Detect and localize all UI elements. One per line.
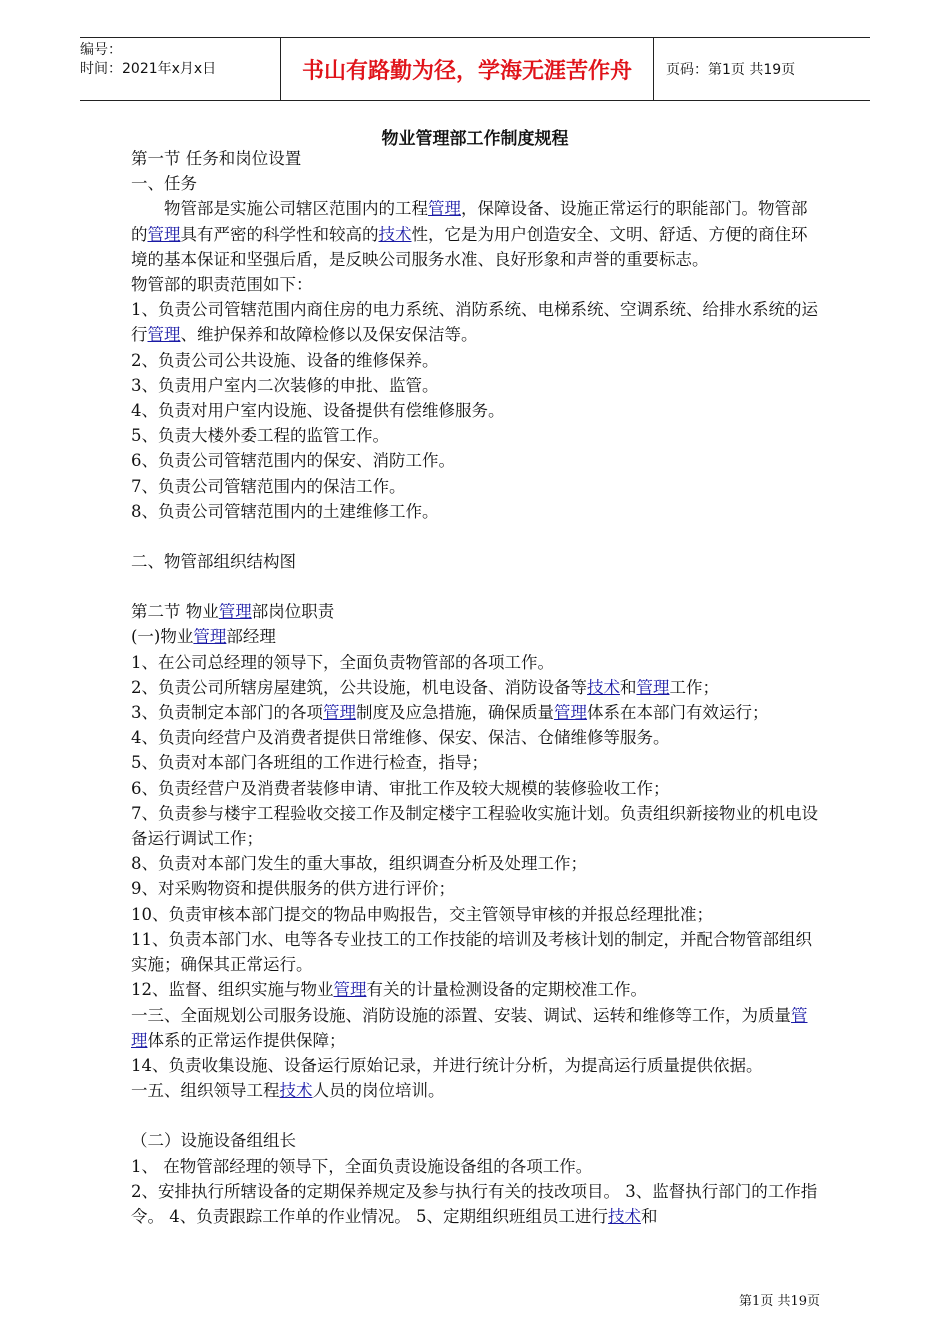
link-guanli[interactable]: 管理 [218, 602, 252, 622]
subsection-heading: 一、任务 [131, 174, 197, 194]
link-guanli[interactable]: 管理 [333, 980, 367, 1000]
list-item: 2、负责公司公共设施、设备的维修保养。 [131, 350, 439, 370]
list-item: 9、对采购物资和提供服务的供方进行评价； [131, 879, 455, 899]
list-item: 8、负责对本部门发生的重大事故，组织调查分析及处理工作； [131, 854, 587, 874]
list-item: 5、负责对本部门各班组的工作进行检查，指导； [131, 753, 488, 773]
number-label: 编号： [80, 42, 122, 58]
list-item: 7、负责公司管辖范围内的保洁工作。 [131, 476, 406, 496]
header-page-info: 页码：第1页 共19页 [666, 62, 796, 78]
section-heading: 第一节 任务和岗位设置 [131, 149, 302, 168]
paragraph: 物管部的职责范围如下： [131, 275, 313, 295]
link-guanli[interactable]: 管理 [636, 677, 670, 697]
list-item: 3、负责用户室内二次装修的申批、监管。 [131, 375, 439, 395]
subsection-heading: （二）设施设备组组长 [131, 1131, 296, 1151]
list-item: 14、负责收集设施、设备运行原始记录，并进行统计分析，为提高运行质量提供依据。 [131, 1055, 763, 1075]
time-label: 时间：2021年x月x日 [80, 61, 217, 77]
list-item: 7、负责参与楼宇工程验收交接工作及制定楼宇工程验收实施计划。负责组织新接物业的机电设备运行调试工作； [131, 803, 818, 849]
page-footer: 第1页 共19页 [739, 1294, 820, 1309]
list-item: 11、负责本部门水、电等各专业技工的工作技能的培训及考核计划的制定，并配合物管部组织实施；确保其正常运行。 [131, 929, 812, 975]
list-item: 6、负责公司管辖范围内的保安、消防工作。 [131, 451, 455, 471]
list-item: 一五、组织领导工程技术人员的岗位培训。 [131, 1081, 445, 1101]
link-guanli[interactable]: 管理 [428, 199, 461, 219]
list-item: 12、监督、组织实施与物业管理有关的计量检测设备的定期校准工作。 [131, 980, 647, 1000]
link-jishu[interactable]: 技术 [378, 224, 412, 244]
list-item: 1、在公司总经理的领导下，全面负责物管部的各项工作。 [131, 652, 554, 672]
document-body [131, 146, 821, 1229]
paragraph: 物管部是实施公司辖区范围内的工程管理，保障设备、设施正常运行的职能部门。物管部的管理具有严密的科学性和较高的技术性，它是为用户创造安全、文明、舒适、方便的商住环境的基本保证和坚强后盾，是反映公司服务水准、良好形象和声誉的重要标志。 [131, 199, 808, 269]
link-guanli[interactable]: 管理 [323, 703, 356, 723]
link-jishu[interactable]: 技术 [279, 1081, 313, 1101]
link-guanli[interactable]: 管理 [554, 703, 587, 723]
list-item: 2、负责公司所辖房屋建筑，公共设施，机电设备、消防设备等技术和管理工作； [131, 677, 719, 697]
link-guanli[interactable]: 管理 [147, 224, 181, 244]
link-jishu[interactable]: 技术 [587, 677, 620, 697]
page-header [80, 37, 870, 101]
document-title: 物业管理部工作制度规程 [381, 129, 569, 149]
subsection-heading: 二、物管部组织结构图 [131, 552, 296, 572]
link-jishu[interactable]: 技术 [608, 1206, 641, 1226]
list-item: 1、 在物管部经理的领导下，全面负责设施设备组的各项工作。 [131, 1156, 593, 1176]
list-item: 4、负责向经营户及消费者提供日常维修、保安、保洁、仓储维修等服务。 [131, 728, 670, 748]
link-guanli[interactable]: 管理 [147, 325, 181, 345]
link-guanli[interactable]: 管理 [193, 627, 227, 647]
list-item: 3、负责制定本部门的各项管理制度及应急措施，确保质量管理体系在本部门有效运行； [131, 703, 769, 723]
list-item: 8、负责公司管辖范围内的土建维修工作。 [131, 501, 439, 521]
list-item: 一三、全面规划公司服务设施、消防设施的添置、安装、调试、运转和维修等工作，为质量管理体系的正常运作提供保障； [131, 1005, 808, 1050]
section-heading: 第二节 物业管理部岗位职责 [131, 602, 335, 622]
link-guanli[interactable]: 管理 [131, 1005, 808, 1050]
subsection-heading: (一)物业管理部经理 [131, 627, 276, 647]
list-item: 5、负责大楼外委工程的监管工作。 [131, 426, 389, 446]
header-meta [80, 38, 281, 100]
list-item: 6、负责经营户及消费者装修申请、审批工作及较大规模的装修验收工作； [131, 778, 670, 798]
header-motto: 书山有路勤为径，学海无涯苦作舟 [281, 38, 654, 100]
list-item: 2、安排执行所辖设备的定期保养规定及参与执行有关的技改项目。 3、监督执行部门的工作指令。 4、负责跟踪工作单的作业情况。 5、定期组织班组员工进行技术和 [131, 1181, 818, 1226]
list-item: 10、负责审核本部门提交的物品申购报告，交主管领导审核的并报总经理批准； [131, 904, 713, 924]
list-item: 4、负责对用户室内设施、设备提供有偿维修服务。 [131, 401, 505, 421]
list-item: 1、负责公司管辖范围内商住房的电力系统、消防系统、电梯系统、空调系统、给排水系统的运行管理、维护保养和故障检修以及保安保洁等。 [131, 300, 818, 345]
